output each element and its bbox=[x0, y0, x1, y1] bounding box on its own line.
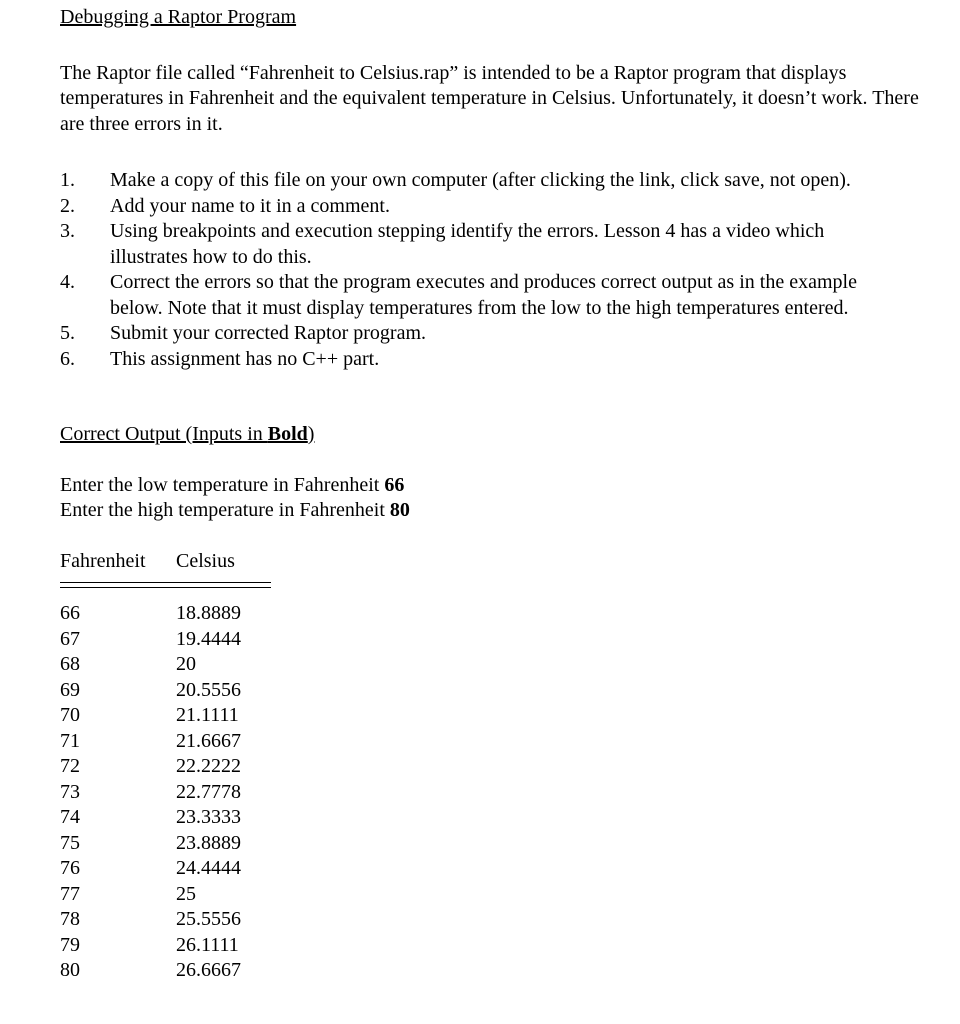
table-body bbox=[60, 601, 920, 984]
fahrenheit-cell: 69 bbox=[60, 678, 80, 701]
table-row bbox=[60, 856, 920, 882]
list-item-number: 3. bbox=[60, 220, 75, 242]
table-row bbox=[60, 678, 920, 704]
fahrenheit-cell: 71 bbox=[60, 729, 80, 752]
celsius-cell: 21.6667 bbox=[176, 729, 241, 752]
table-row bbox=[60, 652, 920, 678]
celsius-cell: 23.3333 bbox=[176, 806, 241, 828]
list-item bbox=[60, 270, 920, 321]
fahrenheit-cell: 74 bbox=[60, 806, 80, 828]
low-prompt: Enter the low temperature in Fahrenheit bbox=[60, 473, 385, 496]
list-item-number: 2. bbox=[60, 194, 75, 217]
low-temperature-line bbox=[60, 473, 920, 499]
celsius-cell: 20.5556 bbox=[176, 678, 241, 701]
celsius-cell: 26.6667 bbox=[176, 959, 241, 981]
list-item-text: Submit your corrected Raptor program. bbox=[110, 322, 427, 344]
table-row bbox=[60, 933, 920, 959]
list-item-text: Make a copy of this file on your own computer (after clicking the link, click save, not open). bbox=[110, 169, 851, 191]
list-item bbox=[60, 168, 920, 194]
high-value: 80 bbox=[389, 499, 410, 521]
fahrenheit-cell: 70 bbox=[60, 704, 80, 726]
low-value: 66 bbox=[384, 473, 405, 496]
celsius-cell: 26.1111 bbox=[176, 933, 239, 956]
table-row bbox=[60, 780, 920, 806]
column-header-celsius: Celsius bbox=[176, 549, 235, 572]
fahrenheit-cell: 72 bbox=[60, 755, 80, 777]
list-item-number: 1. bbox=[60, 169, 75, 191]
celsius-cell: 23.8889 bbox=[176, 831, 241, 854]
intro-paragraph: The Raptor file called “Fahrenheit to Celsius.rap” is intended to be a Raptor program that displays temperatures in Fahrenheit and the equivalent temperature in Celsius. Unfortunately, it doesn’t work. There are three errors in it. bbox=[60, 61, 919, 135]
page-title: Debugging a Raptor Program bbox=[60, 6, 297, 28]
table-row bbox=[60, 958, 920, 984]
high-temperature-line bbox=[60, 498, 920, 524]
fahrenheit-cell: 67 bbox=[60, 627, 80, 650]
celsius-cell: 20 bbox=[176, 653, 196, 675]
column-header-fahrenheit: Fahrenheit bbox=[60, 549, 146, 572]
fahrenheit-cell: 78 bbox=[60, 908, 80, 930]
fahrenheit-cell: 76 bbox=[60, 857, 80, 879]
high-prompt: Enter the high temperature in Fahrenheit bbox=[60, 499, 390, 521]
document-page bbox=[60, 5, 920, 984]
heading-bold: Bold bbox=[267, 423, 308, 445]
list-item bbox=[60, 321, 920, 347]
celsius-cell: 24.4444 bbox=[176, 857, 241, 879]
celsius-cell: 19.4444 bbox=[176, 627, 241, 650]
list-item-text: Add your name to it in a comment. bbox=[110, 194, 390, 217]
table-row bbox=[60, 703, 920, 729]
table-row bbox=[60, 627, 920, 653]
list-item-text: Using breakpoints and execution stepping identify the errors. Lesson 4 has a video which illustrates how to do this. bbox=[110, 220, 825, 268]
table-row bbox=[60, 754, 920, 780]
fahrenheit-cell: 66 bbox=[60, 602, 80, 624]
list-item-text: This assignment has no C++ part. bbox=[110, 347, 380, 370]
heading-suffix: ) bbox=[307, 423, 315, 445]
table-row bbox=[60, 882, 920, 908]
list-item bbox=[60, 219, 920, 270]
fahrenheit-cell: 68 bbox=[60, 653, 80, 675]
correct-output-heading bbox=[60, 422, 920, 448]
fahrenheit-cell: 73 bbox=[60, 780, 80, 803]
table-row bbox=[60, 805, 920, 831]
list-item bbox=[60, 347, 920, 373]
list-item bbox=[60, 194, 920, 220]
table-row bbox=[60, 601, 920, 627]
fahrenheit-cell: 79 bbox=[60, 933, 80, 956]
fahrenheit-cell: 77 bbox=[60, 882, 80, 905]
header-divider bbox=[60, 582, 271, 588]
celsius-cell: 25.5556 bbox=[176, 908, 241, 930]
table-row bbox=[60, 907, 920, 933]
instruction-list bbox=[60, 168, 920, 372]
fahrenheit-cell: 75 bbox=[60, 831, 80, 854]
celsius-cell: 21.1111 bbox=[176, 704, 239, 726]
celsius-cell: 22.2222 bbox=[176, 755, 241, 777]
list-item-number: 4. bbox=[60, 271, 75, 293]
fahrenheit-cell: 80 bbox=[60, 959, 80, 981]
input-prompts bbox=[60, 473, 920, 524]
celsius-cell: 25 bbox=[176, 882, 196, 905]
table-header bbox=[60, 549, 920, 575]
heading-prefix: Correct Output (Inputs in bbox=[60, 423, 268, 445]
celsius-cell: 18.8889 bbox=[176, 602, 241, 624]
list-item-number: 6. bbox=[60, 347, 75, 370]
table-row bbox=[60, 831, 920, 857]
table-row bbox=[60, 729, 920, 755]
list-item-number: 5. bbox=[60, 322, 75, 344]
list-item-text: Correct the errors so that the program executes and produces correct output as in the example below. Note that it must display temperatures from the low to the high temperatures entered. bbox=[110, 271, 857, 319]
celsius-cell: 22.7778 bbox=[176, 780, 241, 803]
